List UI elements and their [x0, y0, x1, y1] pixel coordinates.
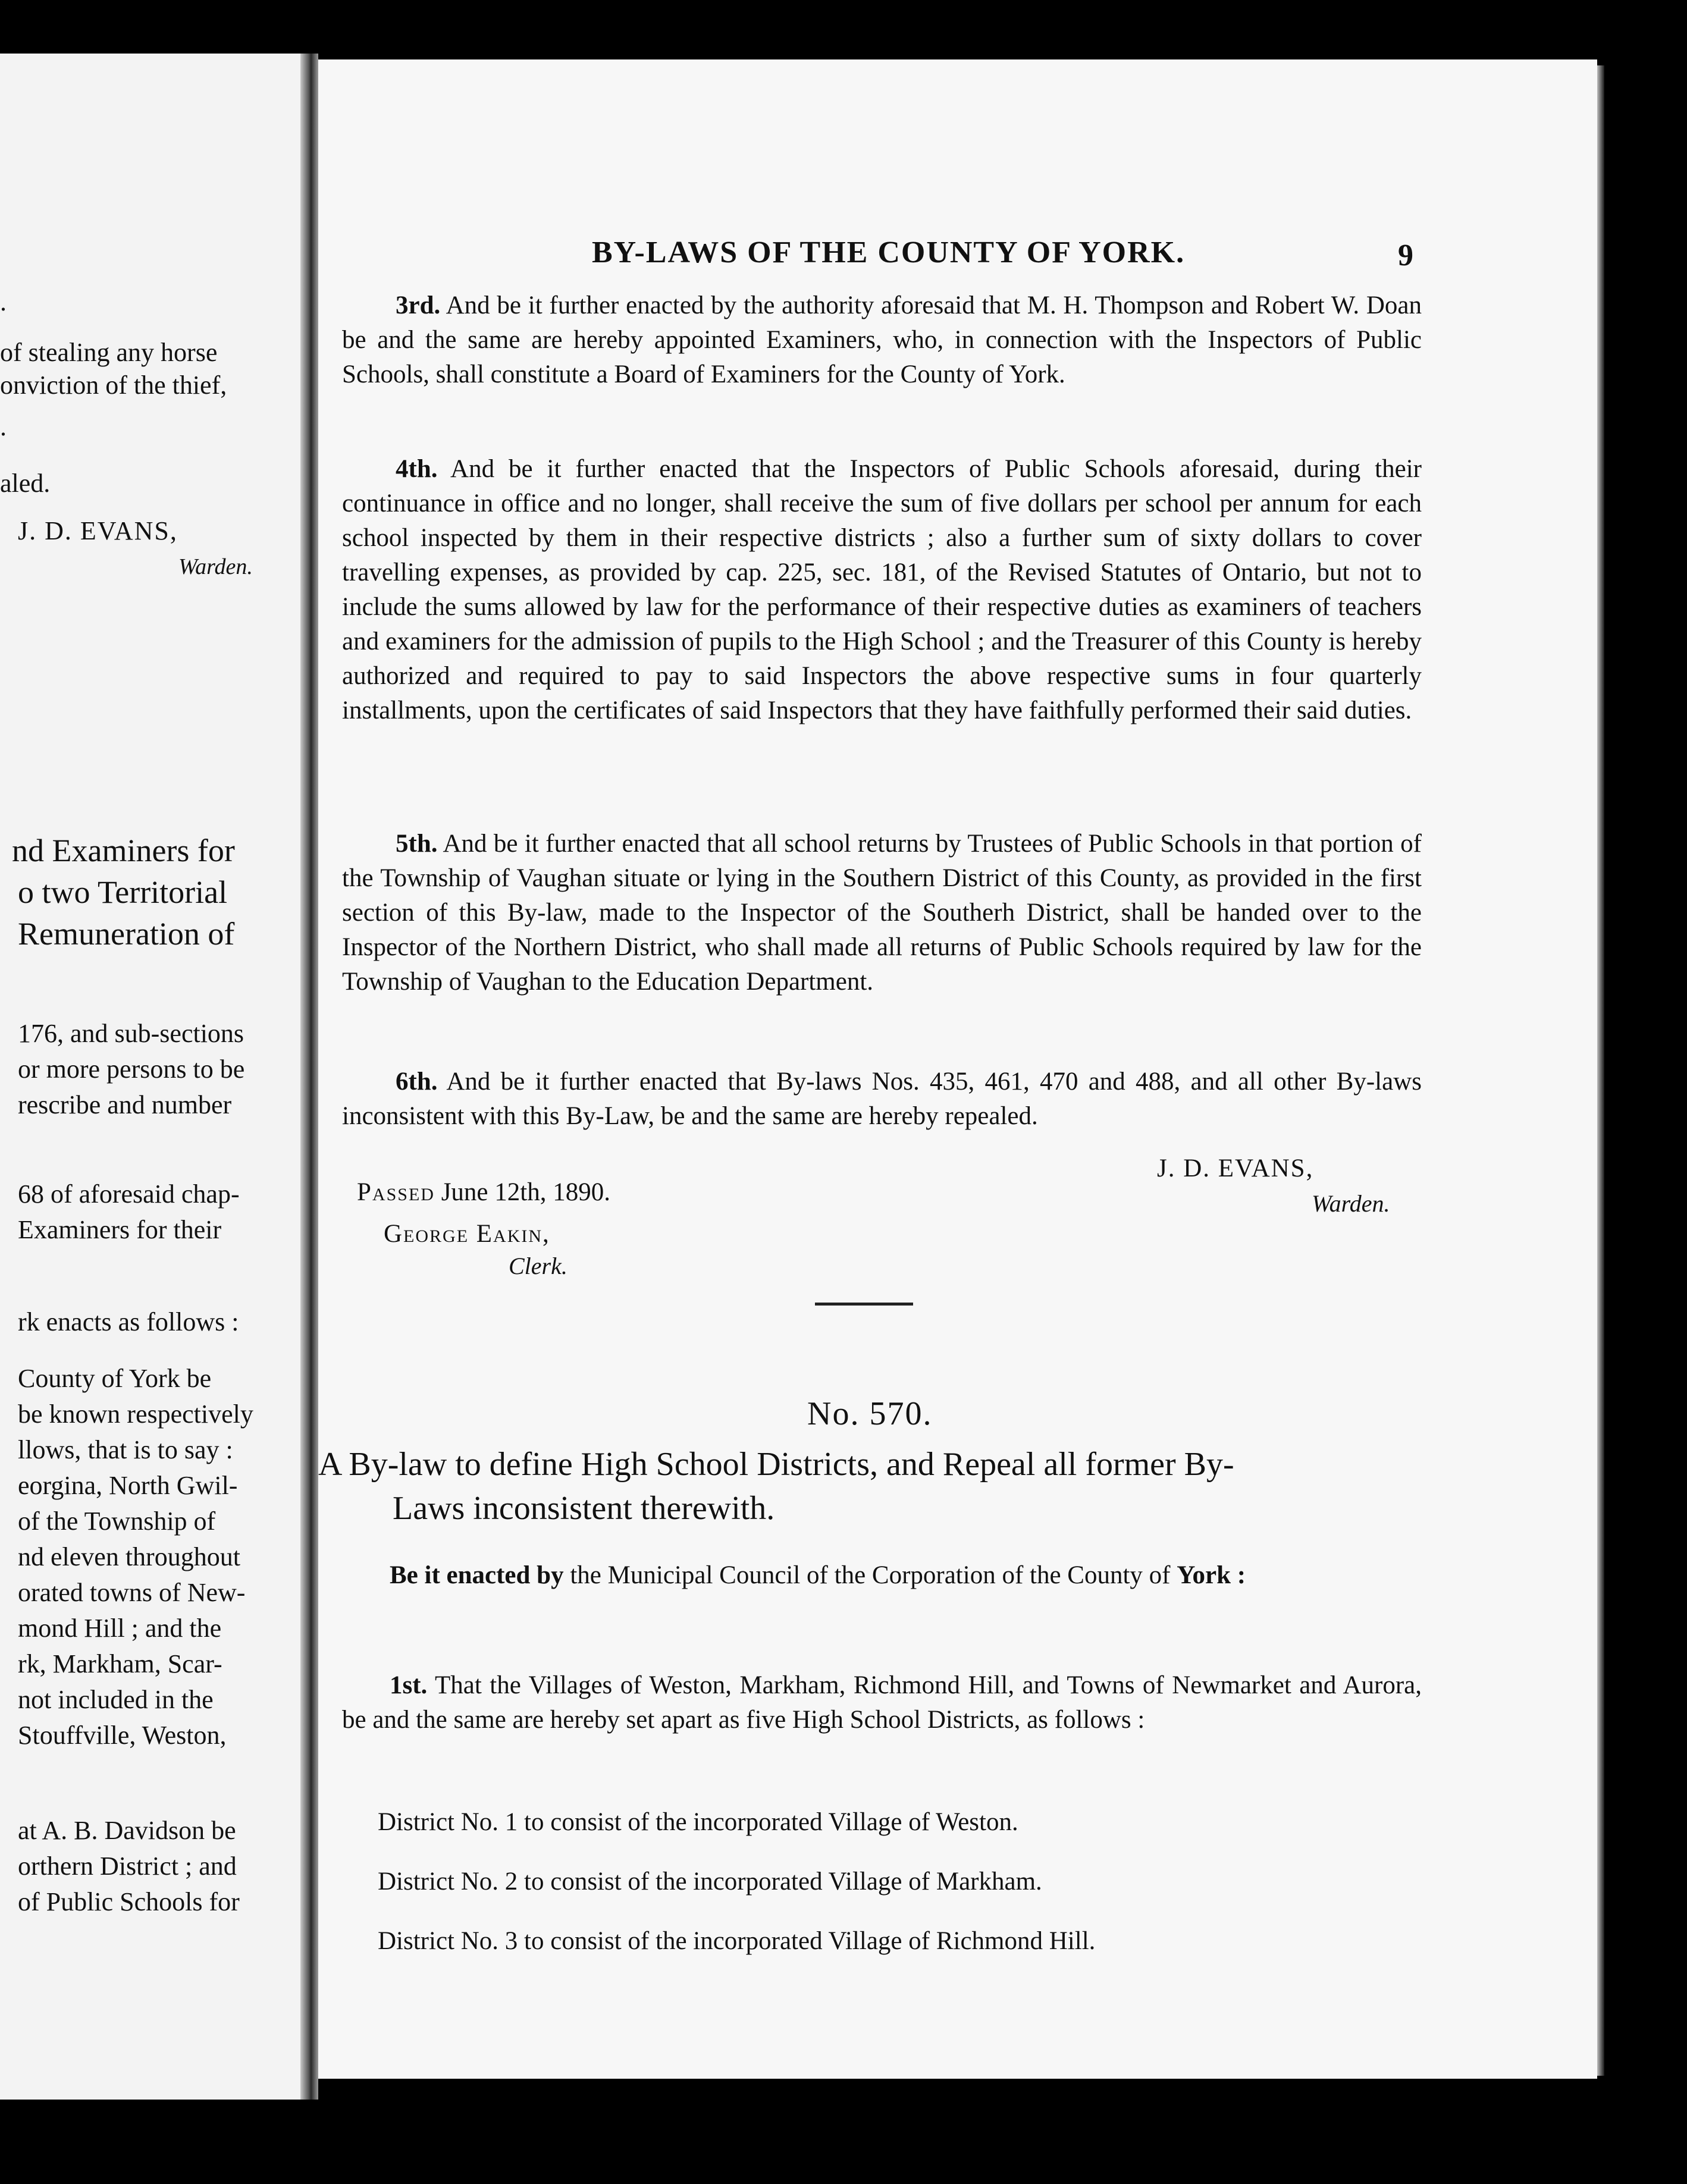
warden-name: J. D. EVANS,: [1157, 1154, 1314, 1182]
section-lead: 5th.: [396, 830, 438, 858]
section-text: And be it further enacted that By-laws Nos. 435, 461, 470 and 488, and all other By-laws inconsistent with this By-Law, be and the same are hereby repealed.: [342, 1068, 1422, 1130]
bylaw-number: No. 570.: [807, 1395, 933, 1432]
page-number: 9: [1398, 239, 1413, 272]
left-line: of the Township of: [18, 1507, 216, 1536]
left-line: llows, that is to say :: [18, 1435, 233, 1464]
left-heading-line: o two Territorial: [18, 874, 228, 910]
left-line: Examiners for their: [18, 1215, 222, 1244]
clerk-name: George Eakin,: [384, 1220, 550, 1248]
left-line: of Public Schools for: [18, 1887, 240, 1916]
left-line: be known respectively: [18, 1399, 253, 1429]
left-line: 68 of aforesaid chap-: [18, 1179, 240, 1209]
left-line: .: [0, 287, 7, 316]
left-line: rk, Markham, Scar-: [18, 1649, 222, 1678]
left-line: or more persons to be: [18, 1055, 245, 1084]
section-5th: [342, 827, 1422, 999]
running-header: BY-LAWS OF THE COUNTY OF YORK.: [592, 236, 1186, 269]
district-item: District No. 1 to consist of the incorporated Village of Weston.: [378, 1808, 1018, 1836]
left-line: Stouffville, Weston,: [18, 1721, 227, 1750]
enactment-lead: Be it enacted by: [390, 1561, 564, 1589]
left-heading-line: Remuneration of: [18, 916, 235, 952]
enactment-text: the Municipal Council of the Corporation of the County of: [570, 1561, 1171, 1589]
passed-label: Passed: [357, 1178, 435, 1206]
bylaw-title-line: A By-law to define High School Districts, and Repeal all former By-: [318, 1446, 1234, 1483]
right-page: [318, 59, 1597, 2079]
passed-date: June 12th, 1890.: [441, 1178, 610, 1206]
left-line: of stealing any horse: [0, 338, 218, 367]
left-line: at A. B. Davidson be: [18, 1816, 236, 1845]
left-heading-line: nd Examiners for: [12, 833, 235, 868]
left-line: not included in the: [18, 1685, 214, 1714]
section-4th: [342, 452, 1422, 728]
section-lead: 1st.: [390, 1671, 428, 1699]
left-signature-name: J. D. EVANS,: [18, 516, 178, 545]
bylaw-title: [318, 1442, 1431, 1530]
section-lead: 4th.: [396, 455, 438, 483]
district-item: District No. 3 to consist of the incorporated Village of Richmond Hill.: [378, 1927, 1096, 1955]
section-lead: 6th.: [396, 1068, 438, 1096]
section-text: That the Villages of Weston, Markham, Richmond Hill, and Towns of Newmarket and Aurora, be and the same are hereby set apart as five High School Districts, as follows :: [342, 1671, 1422, 1734]
left-line: 176, and sub-sections: [18, 1019, 244, 1048]
left-page: [0, 54, 300, 2100]
left-line: rk enacts as follows :: [18, 1307, 239, 1336]
left-line: onviction of the thief,: [0, 371, 227, 400]
clerk-title: Clerk.: [509, 1253, 567, 1279]
section-text: And be it further enacted by the authority aforesaid that M. H. Thompson and Robert W. Doan be and the same are hereby appointed Examiners, who, in connection with the Inspectors of Public Schools, shall constitute a Board of Examiners for the County of York.: [342, 291, 1422, 388]
left-signature-title: Warden.: [178, 554, 253, 579]
page-edge: [1597, 65, 1604, 2076]
left-line: nd eleven throughout: [18, 1542, 240, 1571]
section-6th: [342, 1065, 1422, 1134]
section-lead: 3rd.: [396, 291, 441, 319]
left-line: aled.: [0, 469, 51, 498]
left-line: .: [0, 412, 7, 441]
bylaw-title-line: Laws inconsistent therewith.: [393, 1490, 775, 1527]
section-3rd: [342, 288, 1422, 392]
passed-line: [357, 1178, 610, 1207]
left-line: rescribe and number: [18, 1090, 232, 1119]
left-line: mond Hill ; and the: [18, 1614, 222, 1643]
book-gutter: [300, 54, 318, 2100]
district-item: District No. 2 to consist of the incorporated Village of Markham.: [378, 1868, 1042, 1896]
left-line: orthern District ; and: [18, 1852, 237, 1881]
enactment-clause: [342, 1558, 1422, 1593]
left-line: eorgina, North Gwil-: [18, 1471, 238, 1500]
left-line: County of York be: [18, 1364, 212, 1393]
section-text: And be it further enacted that the Inspectors of Public Schools aforesaid, during their continuance in office and no longer, shall receive the sum of five dollars per school per annum for each school inspected by them in their respective districts ; also a further sum of sixty dollars to cover travelling expenses, as provided by cap. 225, sec. 181, of the Revised Statutes of Ontario, but not to include the sums allowed by law for the performance of their respective duties as examiners of teachers and examiners for the admission of pupils to the High School ; and the Treasurer of this County is hereby authorized and required to pay to said Inspectors the above respective sums in four quarterly installments, upon the certificates of said Inspectors that they have faithfully performed their said duties.: [342, 455, 1422, 724]
left-line: orated towns of New-: [18, 1578, 246, 1607]
section-1st: [342, 1668, 1422, 1737]
warden-title: Warden.: [1312, 1190, 1390, 1217]
enactment-end: York :: [1177, 1561, 1246, 1589]
section-text: And be it further enacted that all school returns by Trustees of Public Schools in that portion of the Township of Vaughan situate or lying in the Southern District of this County, as provided in the first section of this By-law, made to the Inspector of the Southerh District, shall be handed over to the Inspector of the Northern District, who shall made all returns of Public Schools required by law for the Township of Vaughan to the Education Department.: [342, 830, 1422, 996]
section-divider: [815, 1303, 913, 1306]
